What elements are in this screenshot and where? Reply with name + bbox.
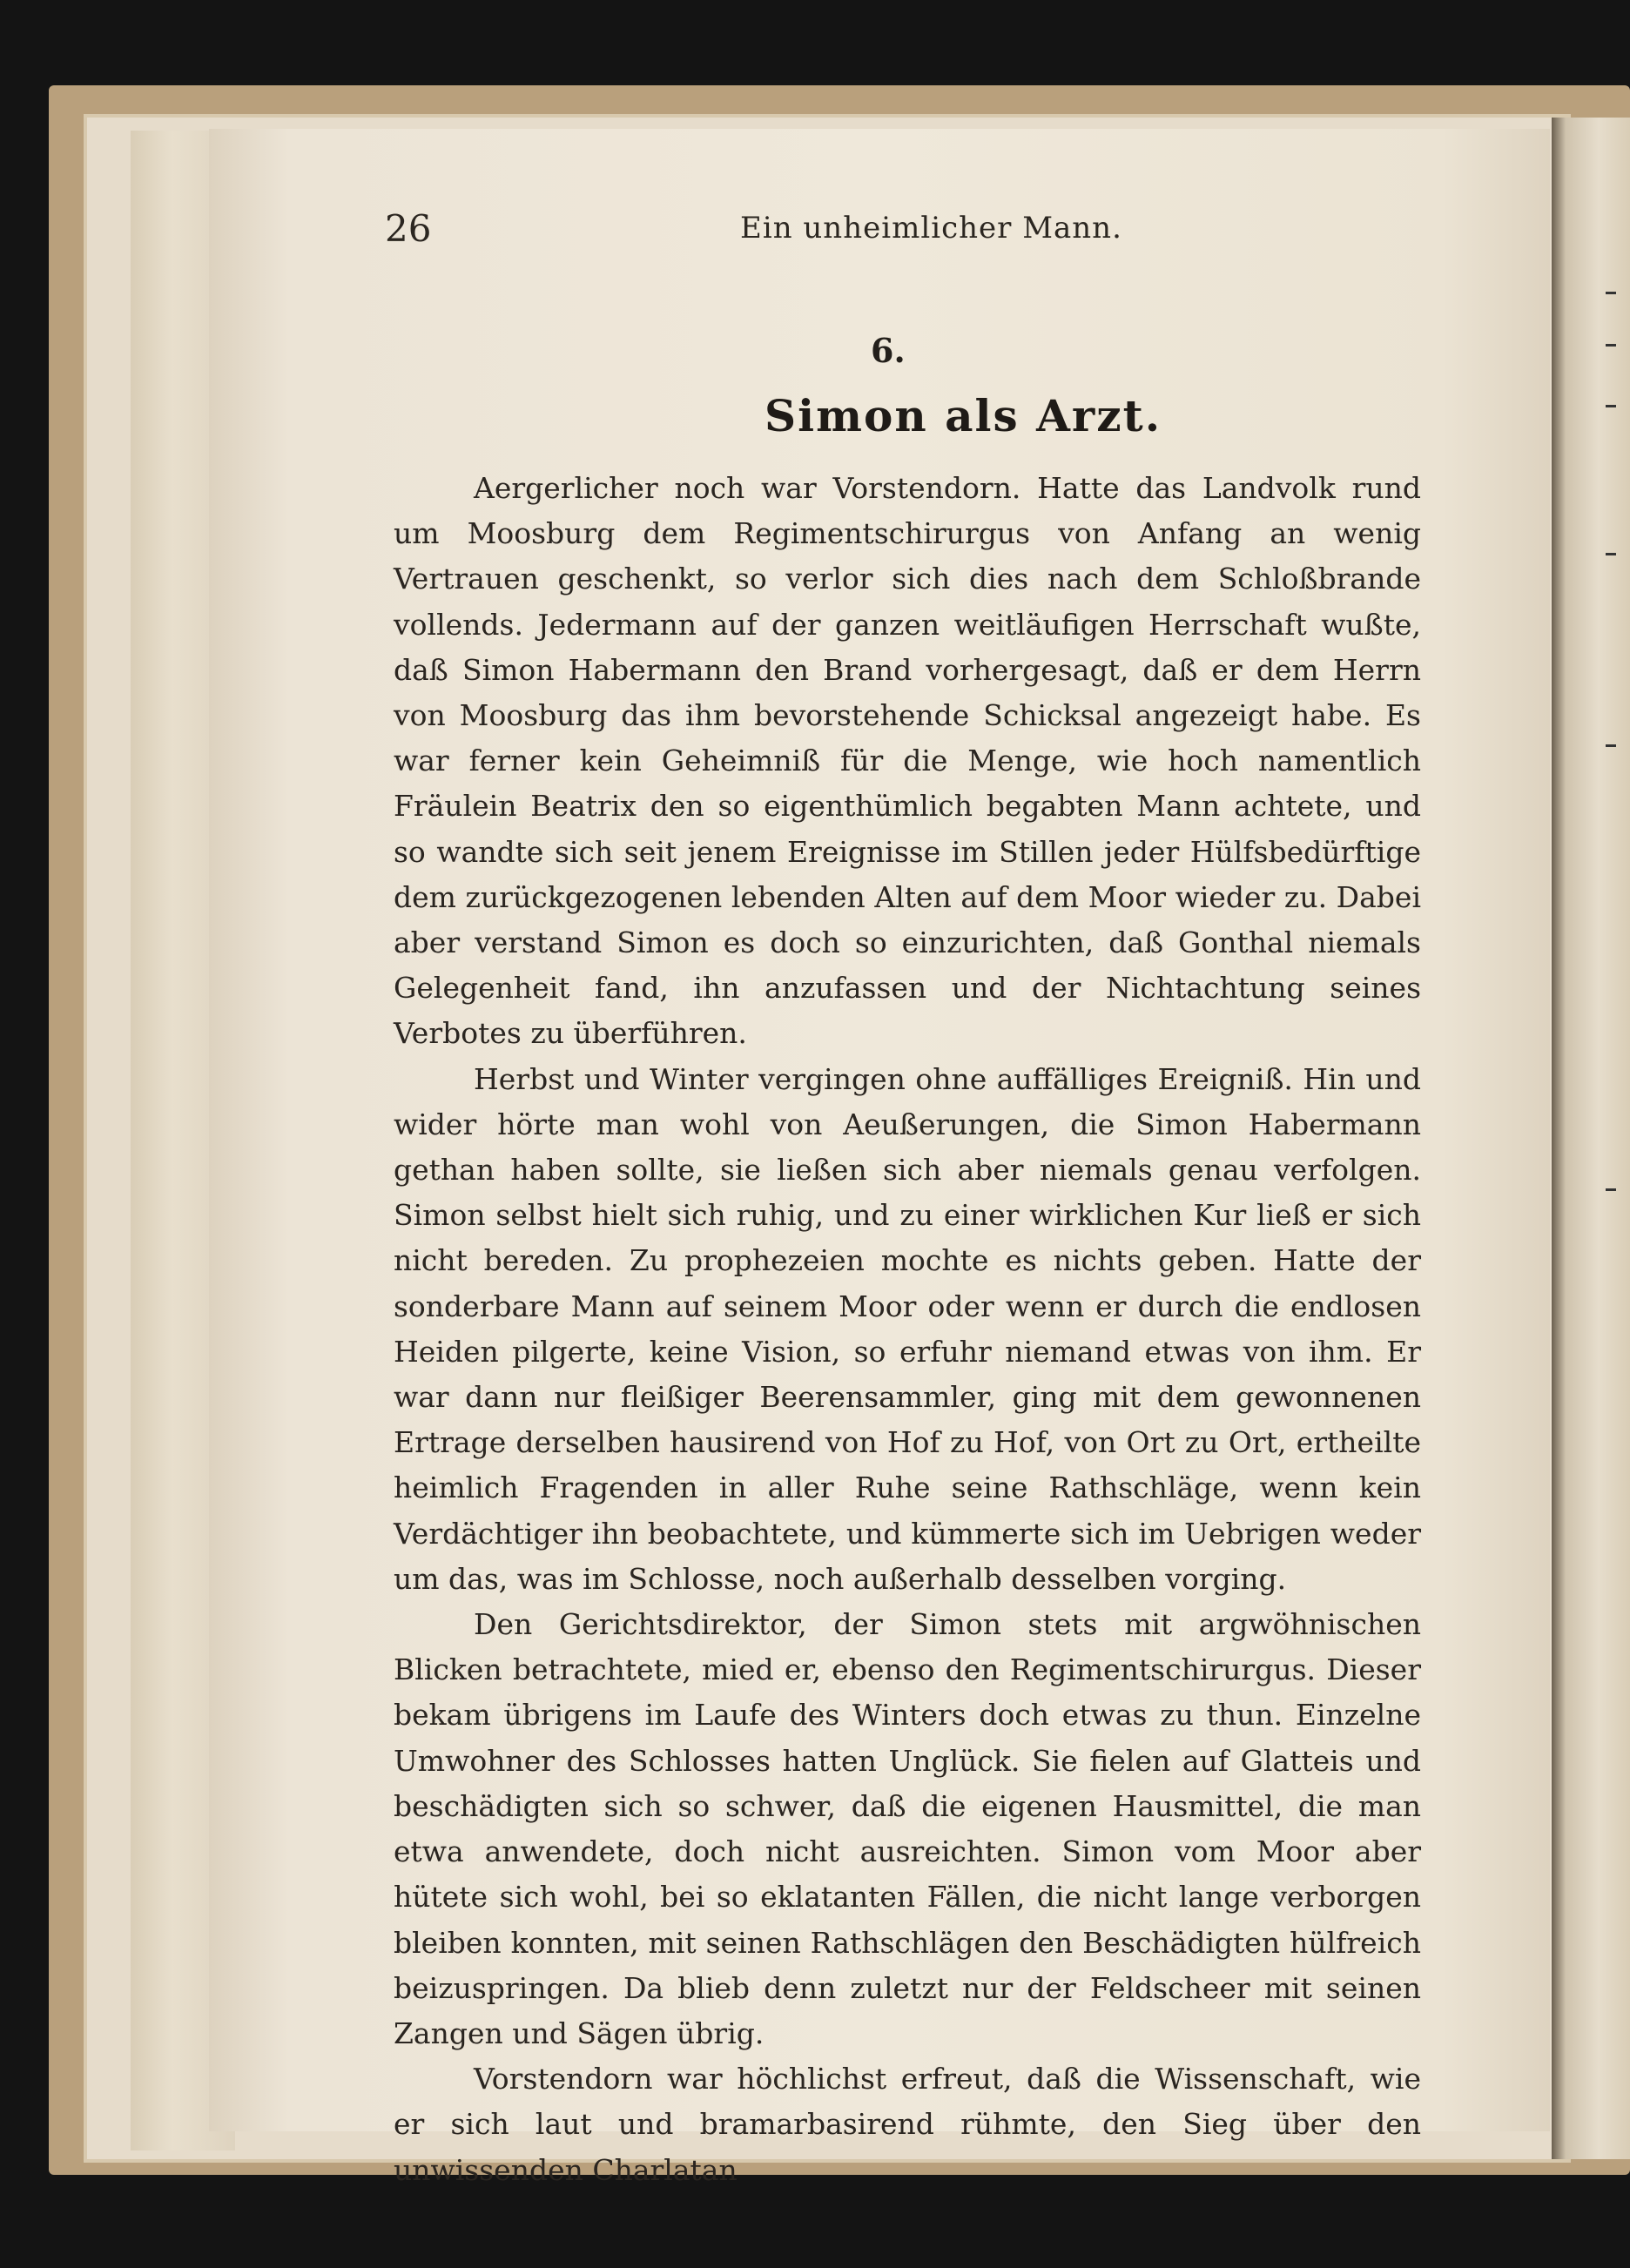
paragraph: Vorstendorn war höchlichst erfreut, daß die Wissenschaft, wie er sich laut und bramarbasirend rühmte, den Sieg über den unwissenden Charlatan <box>394 2062 1421 2187</box>
facing-page-glyph <box>1606 1188 1616 1191</box>
facing-page-glyph <box>1606 405 1616 407</box>
body-text <box>394 466 1421 2193</box>
chapter-title: Simon als Arzt. <box>764 390 1162 441</box>
facing-page-glyph <box>1606 292 1616 294</box>
facing-page-glyph <box>1606 553 1616 555</box>
page-number: 26 <box>385 207 432 250</box>
paragraph: Aergerlicher noch war Vorstendorn. Hatte das Landvolk rund um Moosburg dem Regimentschirurgus von Anfang an wenig Vertrauen geschenkt, so verlor sich dies nach dem Schloßbrande vollends. Jedermann auf der ganzen weitläufigen Herrschaft wußte, daß Simon Habermann den Brand vorhergesagt, daß er dem Herrn von Moosburg das ihm bevorstehende Schicksal angezeigt habe. Es war ferner kein Geheimniß für die Menge, wie hoch namentlich Fräulein Beatrix den so eigenthümlich begabten Mann achtete, und so wandte sich seit jenem Ereignisse im Stillen jeder Hülfsbedürftige dem zurückgezogenen lebenden Alten auf dem Moor wieder zu. Dabei aber verstand Simon es doch so einzurichten, daß Gonthal niemals Gelegenheit fand, ihn anzufassen und der Nichtachtung seines Verbotes zu überführen. <box>394 471 1421 1051</box>
chapter-number: 6. <box>871 331 906 370</box>
facing-page-glyph <box>1606 744 1616 747</box>
facing-page-edge <box>1552 118 1630 2159</box>
paragraph: Den Gerichtsdirektor, der Simon stets mit argwöhnischen Blicken betrachtete, mied er, ebenso den Regimentschirurgus. Dieser bekam übrigens im Laufe des Winters doch etwas zu thun. Einzelne Umwohner des Schlosses hatten Unglück. Sie fielen auf Glatteis und beschädigten sich so schwer, daß die eigenen Hausmittel, die man etwa anwendete, doch nicht ausreichten. Simon vom Moor aber hütete sich wohl, bei so eklatanten Fällen, die nicht lange verborgen bleiben konnten, mit seinen Rathschlägen den Beschädigten hülfreich beizuspringen. Da blieb denn zuletzt nur der Feldscheer mit seinen Zangen und Sägen übrig. <box>394 1607 1421 2050</box>
running-title: Ein unheimlicher Mann. <box>740 211 1122 246</box>
facing-page-glyph <box>1606 344 1616 347</box>
paragraph: Herbst und Winter vergingen ohne auffälliges Ereigniß. Hin und wider hörte man wohl von Aeußerungen, die Simon Habermann gethan haben sollte, sie ließen sich aber niemals genau verfolgen. Simon selbst hielt sich ruhig, und zu einer wirklichen Kur ließ er sich nicht bereden. Zu prophezeien mochte es nichts geben. Hatte der sonderbare Mann auf seinem Moor oder wenn er durch die endlosen Heiden pilgerte, keine Vision, so erfuhr niemand etwas von ihm. Er war dann nur fleißiger Beerensammler, ging mit dem gewonnenen Ertrage derselben hausirend von Hof zu Hof, von Ort zu Ort, ertheilte heimlich Fragenden in aller Ruhe seine Rathschläge, wenn kein Verdächtiger ihn beobachtete, und kümmerte sich im Uebrigen weder um das, was im Schlosse, noch außerhalb desselben vorging. <box>394 1061 1421 1596</box>
running-head <box>385 207 1430 259</box>
